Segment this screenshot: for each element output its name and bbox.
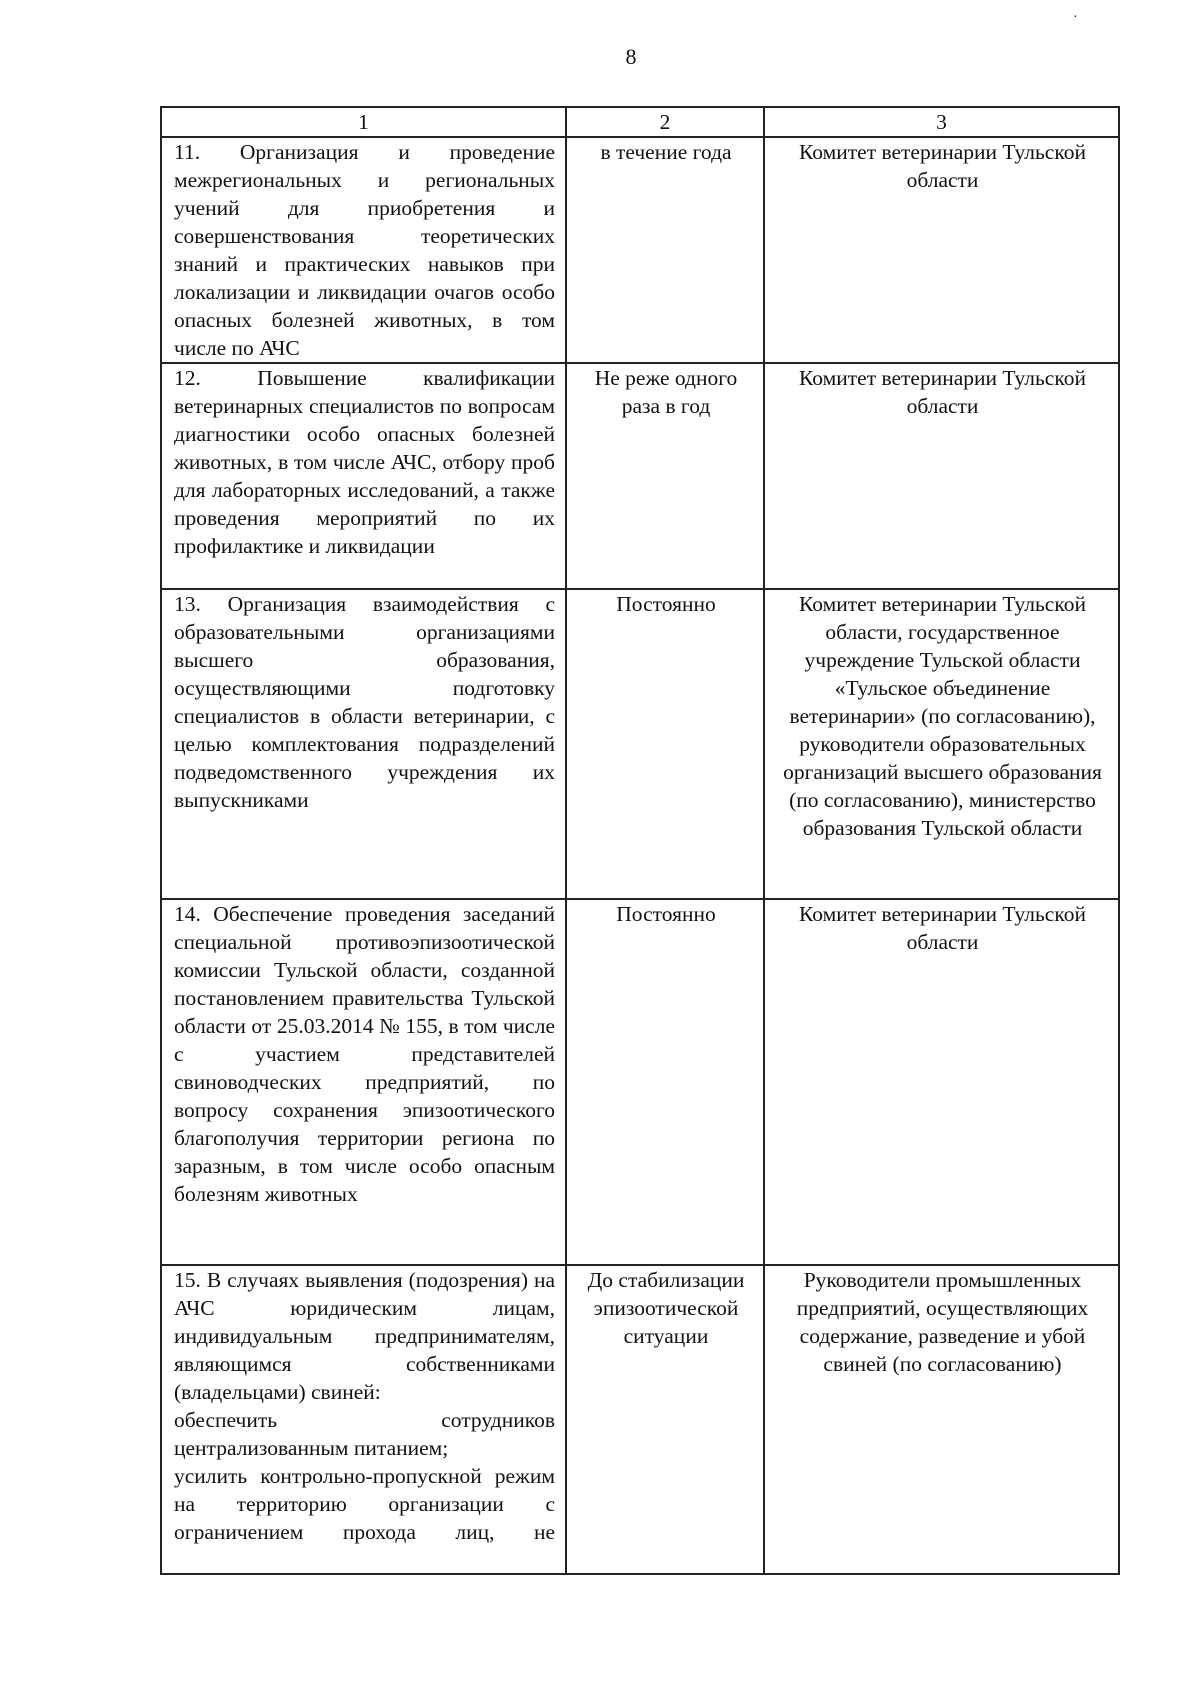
table-row	[161, 1265, 1119, 1574]
column-header-2: 2	[566, 107, 764, 137]
measure-cell: 11. Организация и проведение межрегиональных и региональных учений для приобретения и совершенствования теоретических знаний и практических навыков при локализации и ликвидации очагов особо опасных болезней животных, в том числе по АЧС	[161, 137, 566, 363]
term-cell: До стабилизации эпизоотической ситуации	[566, 1265, 764, 1574]
executor-cell: Комитет ветеринарии Тульской области	[764, 137, 1119, 363]
measures-table	[160, 106, 1120, 1575]
column-header-3: 3	[764, 107, 1119, 137]
executor-cell: Комитет ветеринарии Тульской области, государственное учреждение Тульской области «Тульское объединение ветеринарии» (по согласованию), руководители образовательных организаций высшего образования (по согласованию), министерство образования Тульской области	[764, 589, 1119, 899]
executor-cell: Комитет ветеринарии Тульской области	[764, 899, 1119, 1265]
executor-cell: Комитет ветеринарии Тульской области	[764, 363, 1119, 589]
table-row	[161, 137, 1119, 363]
measure-cell: 14. Обеспечение проведения заседаний специальной противоэпизоотической комиссии Тульской области, созданной постановлением правительства Тульской области от 25.03.2014 № 155, в том числе с участием представителей свиноводческих предприятий, по вопросу сохранения эпизоотического благополучия территории региона по заразным, в том числе особо опасным болезням животных	[161, 899, 566, 1265]
measure-item: обеспечить сотрудников централизованным питанием;	[174, 1408, 555, 1460]
measure-cell: 12. Повышение квалификации ветеринарных специалистов по вопросам диагностики особо опасных болезней животных, в том числе АЧС, отбору проб для лабораторных исследований, а также проведения мероприятий по их профилактике и ликвидации	[161, 363, 566, 589]
measure-intro: 15. В случаях выявления (подозрения) на АЧС юридическим лицам, индивидуальным предпринимателям, являющимся собственниками (владельцами) свиней:	[174, 1268, 555, 1404]
table-row	[161, 899, 1119, 1265]
term-cell: Не реже одного раза в год	[566, 363, 764, 589]
executor-cell: Руководители промышленных предприятий, осуществляющих содержание, разведение и убой свиней (по согласованию)	[764, 1265, 1119, 1574]
term-cell: Постоянно	[566, 899, 764, 1265]
term-cell: в течение года	[566, 137, 764, 363]
table-row	[161, 589, 1119, 899]
measure-item: усилить контрольно-пропускной режим на территорию организации с ограничением прохода лиц, не	[174, 1464, 555, 1544]
measure-cell: 13. Организация взаимодействия с образовательными организациями высшего образования, осуществляющими подготовку специалистов в области ветеринарии, с целью комплектования подразделений подведомственного учреждения их выпускниками	[161, 589, 566, 899]
measure-cell	[161, 1265, 566, 1574]
corner-mark: ·	[1073, 10, 1078, 25]
term-cell: Постоянно	[566, 589, 764, 899]
table-row	[161, 363, 1119, 589]
column-header-1: 1	[161, 107, 566, 137]
table-header-row	[161, 107, 1119, 137]
page-number: 8	[625, 44, 637, 69]
